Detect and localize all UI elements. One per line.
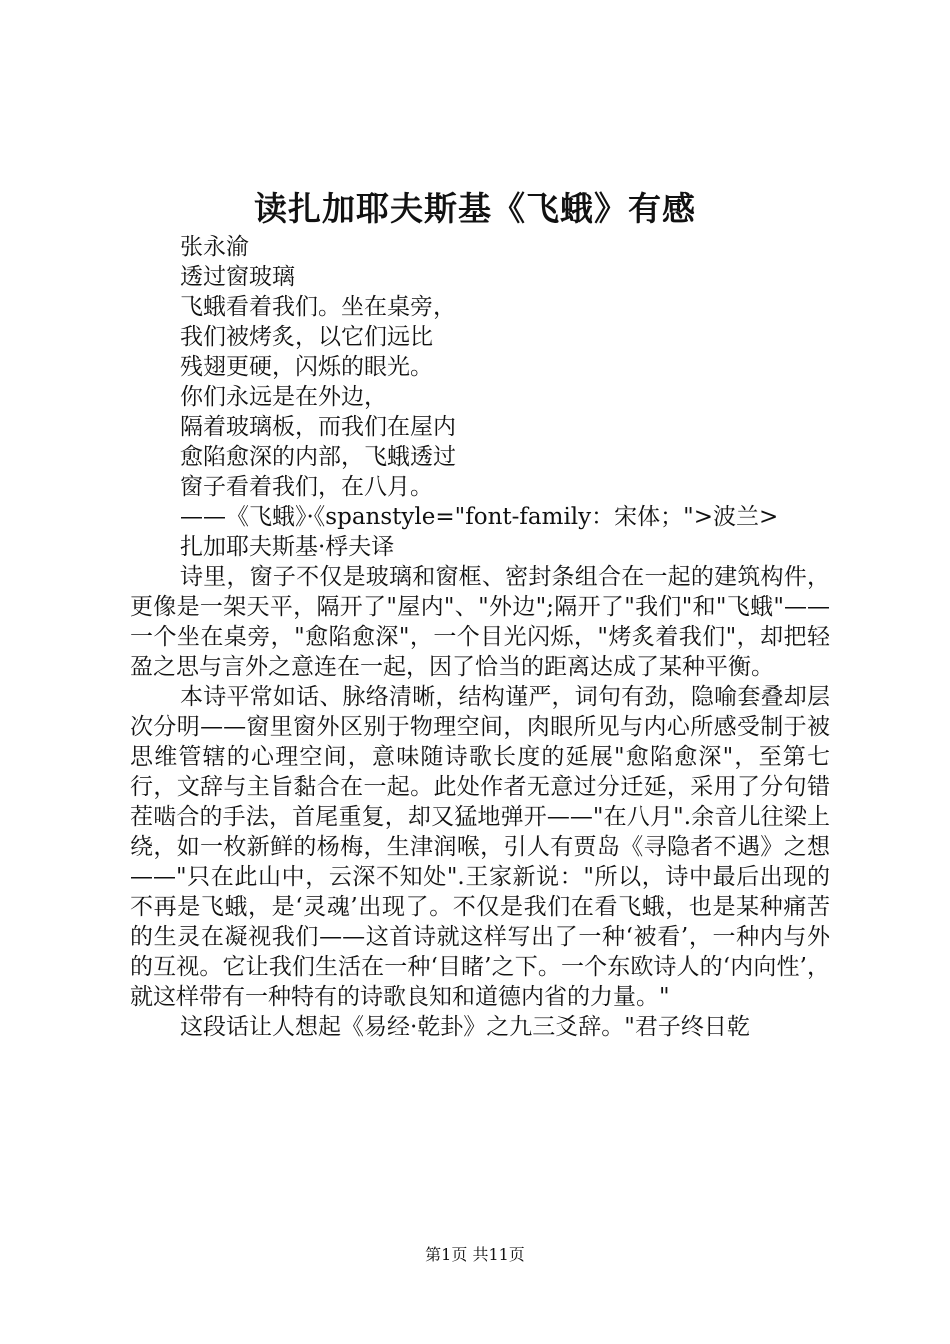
- body-paragraph: 这段话让人想起《易经·乾卦》之九三爻辞。"君子终日乾: [180, 1014, 750, 1040]
- body-paragraph: 诗里，窗子不仅是玻璃和窗框、密封条组合在一起的建筑构件，更像是一架天平，隔开了"屋内"、"外边";隔开了"我们"和"飞蛾"——一个坐在桌旁，"愈陷愈深"，一个目光闪烁，"烤炙着我们"，却把轻盈之思与言外之意连在一起，因了恰当的距离达成了某种平衡。: [130, 564, 830, 680]
- poem-line: 隔着玻璃板，而我们在屋内: [180, 414, 456, 440]
- poem-line: 透过窗玻璃: [180, 264, 295, 290]
- author-line: 张永渝: [180, 234, 249, 260]
- poem-line: 残翅更硬，闪烁的眼光。: [180, 354, 433, 380]
- document-body: [130, 232, 830, 1042]
- body-paragraph: 本诗平常如话、脉络清晰，结构谨严，词句有劲，隐喻套叠却层次分明——窗里窗外区别于物理空间，肉眼所见与内心所感受制于被思维管辖的心理空间，意味随诗歌长度的延展"愈陷愈深"，至第七行，文辞与主旨黏合在一起。此处作者无意过分迁延，采用了分句错茬啮合的手法，首尾重复，却又猛地弹开——"在八月".余音儿往梁上绕，如一枚新鲜的杨梅，生津润喉，引人有贾岛《寻隐者不遇》之想——"只在此山中，云深不知处".王家新说："所以，诗中最后出现的不再是飞蛾，是‘灵魂’出现了。不仅是我们在看飞蛾，也是某种痛苦的生灵在凝视我们——这首诗就这样写出了一种‘被看’，一种内与外的互视。它让我们生活在一种‘目睹’之下。一个东欧诗人的‘内向性’，就这样带有一种特有的诗歌良知和道德内省的力量。": [130, 684, 830, 1010]
- poem-line: 你们永远是在外边，: [180, 384, 387, 410]
- citation-line: ——《飞蛾》·《spanstyle="font-family：宋体；">波兰>: [180, 504, 779, 530]
- page-footer: 第1页 共11页: [425, 1245, 525, 1264]
- poem-line: 愈陷愈深的内部，飞蛾透过: [180, 444, 456, 470]
- document-title: 读扎加耶夫斯基《飞蛾》有感: [254, 189, 696, 228]
- translator-line: 扎加耶夫斯基·桴夫译: [180, 534, 395, 560]
- poem-line: 飞蛾看着我们。坐在桌旁，: [180, 294, 456, 320]
- poem-line: 我们被烤炙，以它们远比: [180, 324, 433, 350]
- poem-line: 窗子看着我们，在八月。: [180, 474, 433, 500]
